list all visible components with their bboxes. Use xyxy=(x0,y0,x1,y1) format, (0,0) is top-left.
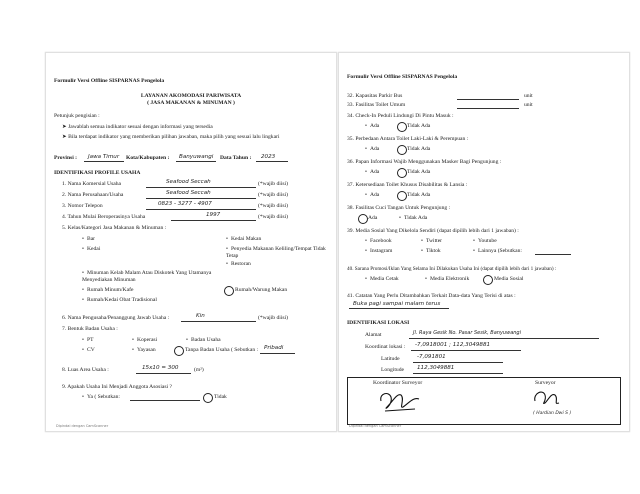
q33-unit: unit xyxy=(524,102,533,108)
q37-label: 37. Ketersediaan Toilet Khusus Disabilitas & Lansia : xyxy=(347,182,468,188)
q7-label: 7. Bentuk Badan Usaha : xyxy=(62,326,118,332)
coord-value: -7,0918001 ; 112,3049881 xyxy=(415,342,491,348)
instruction-2: ➤ Bila terdapat indikator yang memberikan pilihan jawaban, maka pilih yang sesuai lalu lingkari xyxy=(62,134,280,140)
q38-selected-circle xyxy=(358,214,368,224)
q7-opt-tanpa-badan: Tanpa Badan Usaha ( Sebutkan : xyxy=(185,347,259,353)
q7-opt-cv: • CV xyxy=(82,347,95,354)
q7-opt-yayasan: • Yayasan xyxy=(132,347,156,354)
address-value: Jl. Raya Gesik No. Pasar Sesik, Banyuwangi xyxy=(413,330,521,336)
q37-opt-ada: • Ada xyxy=(365,192,379,199)
surveyor-signature xyxy=(527,385,567,411)
q34-label: 34. Check-In Peduli Lindungi Di Pintu Masuk : xyxy=(347,113,454,119)
q41-label: 41. Catatan Yang Perlu Ditambahkan Terkait Data-data Yang Terisi di atas : xyxy=(347,293,516,299)
q4-label: 4. Tahun Mulai Beroperasinya Usaha xyxy=(62,214,146,220)
q5-opt-warung: Rumah/Warung Makan xyxy=(235,287,288,293)
q34-selected-circle xyxy=(397,122,407,132)
q2-required: (*wajib diisi) xyxy=(258,192,288,198)
q2-label: 2. Nama Perusahaan/Usaha xyxy=(62,192,124,198)
q39-opt-youtube: • Youtube xyxy=(473,238,497,245)
coordinator-signature xyxy=(375,387,425,417)
q2-value: Seafood Seccah xyxy=(166,190,211,196)
q39-opt-tiktok: • Tiktok xyxy=(421,248,441,255)
q38-label: 38. Fasilitas Cuci Tangan Untuk Pengunjung : xyxy=(347,205,451,211)
q5-opt-kafe: • Rumah Minum/Kafe xyxy=(82,287,133,294)
q35-selected-circle xyxy=(397,145,407,155)
q4-value: 1997 xyxy=(206,212,221,218)
q7-selected-circle xyxy=(174,346,184,356)
q6-value: Kin xyxy=(196,313,205,319)
q7-value: Pribadi xyxy=(264,345,284,351)
q34-opt-tidak-ada: Tidak Ada xyxy=(407,123,431,129)
q40-selected-circle xyxy=(483,275,493,285)
q8-label: 8. Luas Area Usaha : xyxy=(62,367,109,373)
q36-opt-ada: • Ada xyxy=(365,169,379,176)
q39-label: 39. Media Sosial Yang Dikelola Sendiri (dapat dipilih lebih dari 1 jawaban) : xyxy=(347,228,519,234)
q5-opt-kedai-makan: • Kedai Makan xyxy=(226,236,261,243)
form-title: LAYANAN AKOMODASI PARIWISATA xyxy=(140,93,242,99)
q39-opt-twitter: • Twitter xyxy=(421,238,442,245)
q6-label: 6. Nama Pengusaha/Penanggung Jawab Usaha : xyxy=(62,315,170,321)
form-header: Formulir Versi Offline SISPARNAS Pengelola xyxy=(347,74,458,80)
address-label: Alamat xyxy=(365,332,382,338)
surveyor-label: Surveyor xyxy=(535,380,556,386)
q6-required: (*wajib diisi) xyxy=(258,315,288,321)
province-value: Jawa Timur xyxy=(88,154,120,160)
year-value: 2023 xyxy=(261,154,276,160)
q38-opt-tidak-ada: • Tidak Ada xyxy=(399,215,427,222)
q7-opt-pt: • PT xyxy=(82,337,94,344)
q8-value: 15x10 = 300 xyxy=(142,365,179,371)
q9-opt-tidak: Tidak xyxy=(214,394,227,400)
coord-label: Koordinat lokasi : xyxy=(365,344,406,350)
coordinator-label: Koordinator Surveyor xyxy=(373,380,423,386)
q5-opt-bar: • Bar xyxy=(82,236,95,243)
instruction-1-text: Jawablah semua indikator sesuai dengan informasi yang tersedia xyxy=(68,124,213,130)
q3-value: 0823 - 3277 - 4907 xyxy=(158,201,212,207)
surveyor-name: ( Hardian Dwi S ) xyxy=(533,411,572,416)
q9-selected-circle xyxy=(203,393,213,403)
q3-label: 3. Nomor Telepon xyxy=(62,203,103,209)
q5-opt-kedai: • Kedai xyxy=(82,246,100,253)
q38-opt-ada: Ada xyxy=(368,215,378,221)
form-subtitle: ( JASA MAKANAN & MINUMAN ) xyxy=(147,100,235,106)
lat-label: Latitude xyxy=(381,356,400,362)
form-page-right xyxy=(338,52,630,432)
section-profile: IDENTIFIKASI PROFILE USAHA xyxy=(54,170,141,176)
regency-value: Banyuwangi xyxy=(179,154,214,160)
q36-label: 36. Papan Informasi Wajib Menggunakan Masker Bagi Pengunjung : xyxy=(347,159,502,165)
q5-selected-circle xyxy=(224,286,234,296)
form-header: Formulir Versi Offline SISPARNAS Pengelola xyxy=(54,78,165,84)
q37-selected-circle xyxy=(397,191,407,201)
q7-opt-koperasi: • Koperasi xyxy=(132,337,157,344)
q3-required: (*wajib diisi) xyxy=(258,203,288,209)
scanner-footer: Dipindai dengan CamScanner xyxy=(56,424,109,428)
q1-value: Seafood Seccah xyxy=(166,179,211,185)
q4-required: (*wajib diisi) xyxy=(258,214,288,220)
q40-label: 40. Sarana Promosi/Iklan Yang Selama Ini Dilakukan Usaha Ini (dapat dipilih lebih dari 1 jawaban) : xyxy=(347,266,557,272)
scanner-footer: Dipindai dengan CamScanner xyxy=(349,424,402,428)
regency-label: Kota/Kabupaten : xyxy=(126,155,170,161)
q35-opt-ada: • Ada xyxy=(365,146,379,153)
q40-opt-elektronik: • Media Elektronik xyxy=(425,276,469,283)
q40-opt-sosial: Media Sosial xyxy=(494,276,524,282)
q5-opt-restoran: • Restoran xyxy=(226,261,251,268)
q8-unit: (m²) xyxy=(194,367,204,373)
instruction-1: ➤ Jawablah semua indikator sesuai dengan informasi yang tersedia xyxy=(62,124,213,130)
year-label: Data Tahun : xyxy=(220,155,252,161)
surveyor-name-text: Hardian Dwi S xyxy=(536,411,569,416)
q1-label: 1. Nama Komersial Usaha xyxy=(62,181,122,187)
q34-opt-ada: • Ada xyxy=(365,123,379,130)
long-label: Longitude xyxy=(381,367,404,373)
q5-label: 5. Kelas/Kategori Jasa Makanan & Minuman : xyxy=(62,225,167,231)
q39-opt-instagram: • Instagram xyxy=(365,248,392,255)
q39-opt-facebook: • Facebook xyxy=(365,238,392,245)
q5-opt-keliling: • Penyedia Makanan Keliling/Tempat Tidak Tetap xyxy=(226,246,326,260)
q39-opt-lainnya: • Lainnya (Sebutkan: xyxy=(473,248,522,255)
q35-label: 35. Perbedaan Antara Toilet Laki-Laki & Perempuan : xyxy=(347,136,469,142)
q32-unit: unit xyxy=(524,93,533,99)
q1-required: (*wajib diisi) xyxy=(258,181,288,187)
q36-opt-tidak-ada: Tidak Ada xyxy=(407,169,431,175)
form-page-left xyxy=(45,52,337,432)
q7-opt-badan-usaha: • Badan Usaha xyxy=(186,337,221,344)
instructions-label: Petunjuk pengisian : xyxy=(54,113,100,119)
lat-value: -7,091801 xyxy=(417,354,446,360)
q9-opt-ya: • Ya ( Sebutkan: xyxy=(82,394,120,401)
q41-value: Buka pagi sampai malam terus xyxy=(353,301,441,307)
instruction-2-text: Bila terdapat indikator yang memberikan pilihan jawaban, maka pilih yang sesuai lalu lingkari xyxy=(68,134,280,140)
section-location: IDENTIFIKASI LOKASI xyxy=(347,320,410,326)
q36-selected-circle xyxy=(397,168,407,178)
q32-label: 32. Kapasitas Parkir Bus xyxy=(347,93,403,99)
q37-opt-tidak-ada: Tidak Ada xyxy=(407,192,431,198)
long-value: 112,3049881 xyxy=(417,365,455,371)
q40-opt-cetak: • Media Cetak xyxy=(365,276,399,283)
q9-label: 9. Apakah Usaha Ini Menjadi Anggota Asosiasi ? xyxy=(62,384,172,390)
q5-opt-obat: • Rumah/Kedai Obat Tradisional xyxy=(82,297,157,304)
q5-opt-kelab-malam: • Minuman Kelab Malam Atau Diskotek Yang Utamanya Menyediakan Minuman xyxy=(82,270,217,284)
q35-opt-tidak-ada: Tidak Ada xyxy=(407,146,431,152)
q33-label: 33. Fasilitas Toilet Umum xyxy=(347,102,406,108)
province-label: Provinsi : xyxy=(54,155,78,161)
